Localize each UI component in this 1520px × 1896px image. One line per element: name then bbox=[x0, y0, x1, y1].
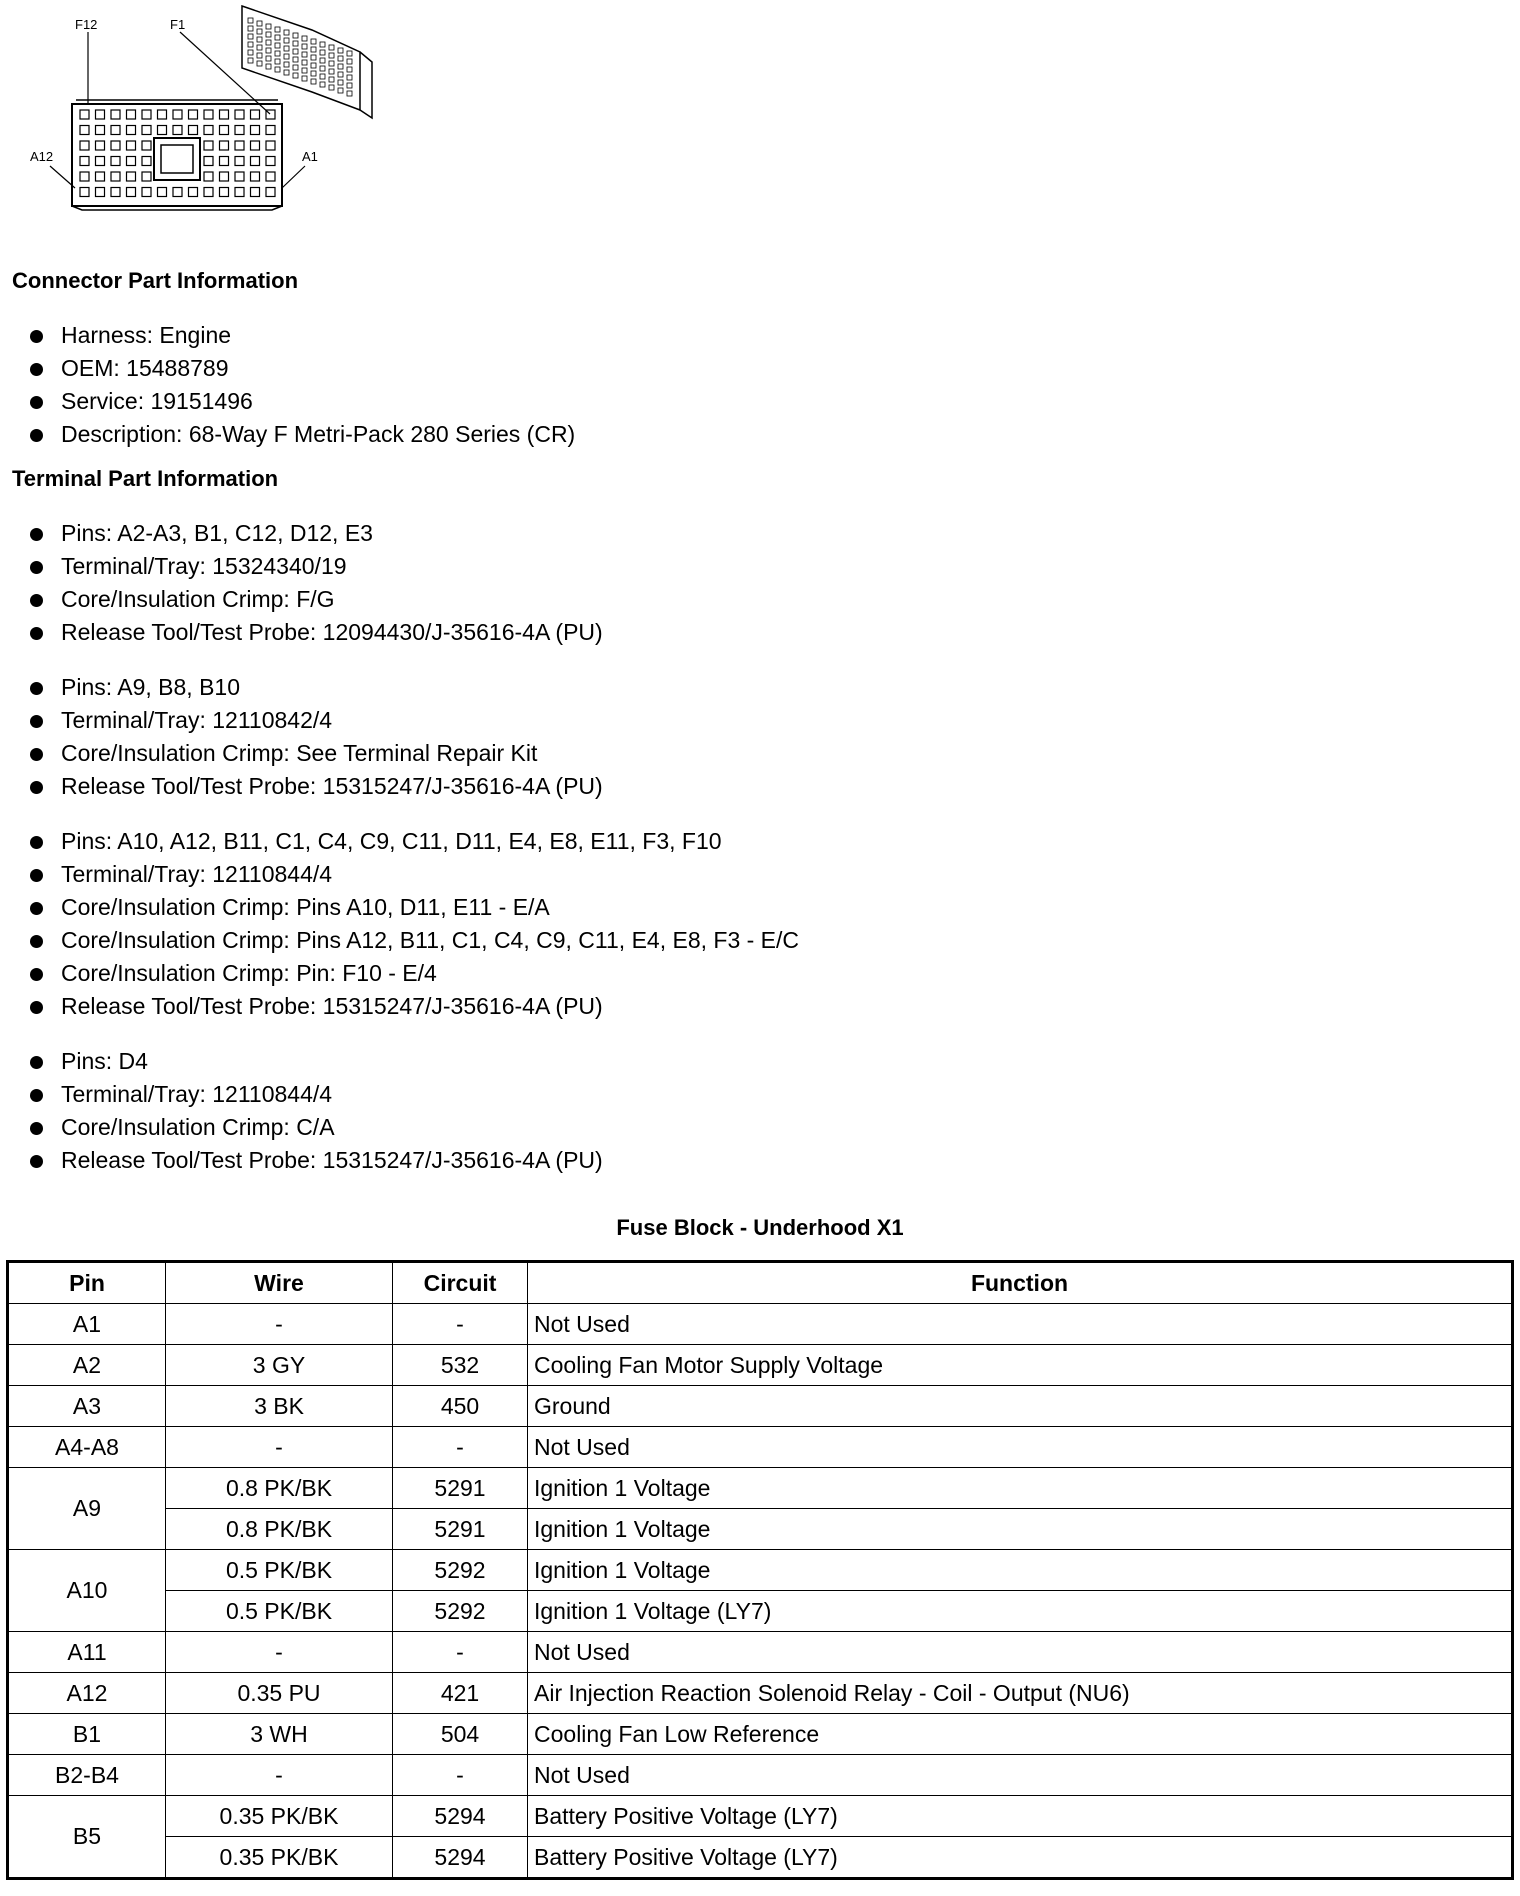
table-row bbox=[8, 1673, 1513, 1714]
connector-cavity bbox=[302, 52, 307, 57]
cell-pin: A3 bbox=[8, 1386, 166, 1427]
connector-cavity bbox=[266, 188, 275, 197]
connector-cavity bbox=[142, 110, 151, 119]
cell-circuit: 5294 bbox=[393, 1837, 528, 1879]
connector-cavity bbox=[257, 61, 262, 66]
table-row bbox=[8, 1468, 1513, 1509]
connector-cavity bbox=[204, 110, 213, 119]
connector-cavity bbox=[257, 37, 262, 42]
connector-cavity bbox=[284, 46, 289, 51]
connector-cavity bbox=[275, 59, 280, 64]
cell-function: Battery Positive Voltage (LY7) bbox=[528, 1837, 1513, 1879]
connector-cavity bbox=[311, 55, 316, 60]
connector-cavity bbox=[80, 126, 89, 135]
list-item: Core/Insulation Crimp: Pin: F10 - E/4 bbox=[28, 957, 799, 990]
header-function: Function bbox=[528, 1262, 1513, 1304]
connector-cavity bbox=[329, 61, 334, 66]
connector-cavity bbox=[293, 65, 298, 70]
cell-wire: 0.8 PK/BK bbox=[166, 1468, 393, 1509]
connector-cavity bbox=[111, 126, 120, 135]
terminal-group-3 bbox=[28, 825, 799, 1023]
connector-cavity bbox=[96, 188, 105, 197]
connector-cavity bbox=[142, 157, 151, 166]
cell-wire: 3 BK bbox=[166, 1386, 393, 1427]
cell-wire: 3 WH bbox=[166, 1714, 393, 1755]
connector-cavity bbox=[251, 110, 260, 119]
cell-pin: A4-A8 bbox=[8, 1427, 166, 1468]
connector-cavity bbox=[111, 157, 120, 166]
cell-circuit: - bbox=[393, 1755, 528, 1796]
connector-cavity bbox=[311, 47, 316, 52]
header-pin: Pin bbox=[8, 1262, 166, 1304]
list-item: Terminal/Tray: 12110842/4 bbox=[28, 704, 603, 737]
cell-wire: 0.35 PU bbox=[166, 1673, 393, 1714]
connector-cavity bbox=[80, 141, 89, 150]
connector-cavity bbox=[266, 32, 271, 37]
cell-function: Cooling Fan Low Reference bbox=[528, 1714, 1513, 1755]
cell-wire: 0.35 PK/BK bbox=[166, 1796, 393, 1837]
cell-function: Battery Positive Voltage (LY7) bbox=[528, 1796, 1513, 1837]
list-item: Pins: A2-A3, B1, C12, D12, E3 bbox=[28, 517, 603, 550]
connector-cavity bbox=[257, 53, 262, 58]
table-title: Fuse Block - Underhood X1 bbox=[616, 1215, 904, 1240]
cell-function: Not Used bbox=[528, 1632, 1513, 1673]
list-item: Release Tool/Test Probe: 12094430/J-35616-4A (PU) bbox=[28, 616, 603, 649]
connector-cavity bbox=[275, 51, 280, 56]
list-item: Harness: Engine bbox=[28, 319, 575, 352]
table-row bbox=[8, 1550, 1513, 1591]
cell-wire: - bbox=[166, 1755, 393, 1796]
connector-cavity bbox=[293, 41, 298, 46]
cell-circuit: - bbox=[393, 1304, 528, 1345]
connector-cavity bbox=[158, 188, 167, 197]
list-item: Core/Insulation Crimp: F/G bbox=[28, 583, 603, 616]
cell-pin: B2-B4 bbox=[8, 1755, 166, 1796]
connector-cavity bbox=[127, 110, 136, 119]
connector-cavity bbox=[127, 141, 136, 150]
cell-pin: A9 bbox=[8, 1468, 166, 1550]
connector-cavity bbox=[275, 35, 280, 40]
connector-cavity bbox=[204, 141, 213, 150]
connector-cavity bbox=[338, 88, 343, 93]
connector-cavity bbox=[302, 68, 307, 73]
connector-cavity bbox=[320, 50, 325, 55]
list-item: Service: 19151496 bbox=[28, 385, 575, 418]
connector-cavity bbox=[266, 141, 275, 150]
cell-pin: A11 bbox=[8, 1632, 166, 1673]
connector-cavity bbox=[189, 188, 198, 197]
list-item: Terminal/Tray: 15324340/19 bbox=[28, 550, 603, 583]
connector-cavity bbox=[266, 40, 271, 45]
list-item: Pins: A9, B8, B10 bbox=[28, 671, 603, 704]
list-item: Description: 68-Way F Metri-Pack 280 Series (CR) bbox=[28, 418, 575, 451]
connector-cavity bbox=[257, 45, 262, 50]
connector-cavity bbox=[275, 67, 280, 72]
connector-cavity bbox=[248, 26, 253, 31]
connector-cavity bbox=[284, 30, 289, 35]
connector-cavity bbox=[302, 76, 307, 81]
connector-cavity bbox=[320, 82, 325, 87]
connector-cavity bbox=[266, 126, 275, 135]
connector-cavity bbox=[235, 126, 244, 135]
connector-cavity bbox=[111, 188, 120, 197]
connector-cavity bbox=[347, 51, 352, 56]
connector-cavity bbox=[293, 33, 298, 38]
connector-cavity bbox=[96, 141, 105, 150]
connector-cavity bbox=[235, 172, 244, 181]
connector-cavity bbox=[266, 56, 271, 61]
connector-cavity bbox=[347, 67, 352, 72]
cell-pin: A1 bbox=[8, 1304, 166, 1345]
list-item: Terminal/Tray: 12110844/4 bbox=[28, 858, 799, 891]
connector-cavity bbox=[80, 172, 89, 181]
connector-cavity bbox=[320, 58, 325, 63]
connector-cavity bbox=[173, 188, 182, 197]
terminal-info-title: Terminal Part Information bbox=[12, 466, 279, 491]
cell-function: Cooling Fan Motor Supply Voltage bbox=[528, 1345, 1513, 1386]
list-item: OEM: 15488789 bbox=[28, 352, 575, 385]
connector-cavity bbox=[127, 188, 136, 197]
connector-cavity bbox=[320, 42, 325, 47]
connector-cavity bbox=[347, 75, 352, 80]
connector-cavity bbox=[189, 126, 198, 135]
connector-cavity bbox=[235, 188, 244, 197]
connector-cavity bbox=[347, 91, 352, 96]
cell-circuit: 504 bbox=[393, 1714, 528, 1755]
connector-cavity bbox=[266, 24, 271, 29]
cell-circuit: 421 bbox=[393, 1673, 528, 1714]
cell-pin: A12 bbox=[8, 1673, 166, 1714]
connector-cavity bbox=[338, 72, 343, 77]
connector-cavity bbox=[251, 141, 260, 150]
cell-function: Ground bbox=[528, 1386, 1513, 1427]
list-item: Release Tool/Test Probe: 15315247/J-35616-4A (PU) bbox=[28, 770, 603, 803]
connector-cavity bbox=[248, 18, 253, 23]
connector-diagram bbox=[20, 0, 380, 230]
connector-cavity bbox=[251, 188, 260, 197]
cell-pin: B5 bbox=[8, 1796, 166, 1879]
cell-circuit: 5291 bbox=[393, 1509, 528, 1550]
connector-cavity bbox=[111, 110, 120, 119]
list-item: Core/Insulation Crimp: Pins A12, B11, C1, C4, C9, C11, E4, E8, F3 - E/C bbox=[28, 924, 799, 957]
cell-pin: A2 bbox=[8, 1345, 166, 1386]
connector-info-list bbox=[28, 319, 575, 451]
connector-info-title: Connector Part Information bbox=[12, 268, 299, 293]
connector-cavity bbox=[311, 79, 316, 84]
list-item: Release Tool/Test Probe: 15315247/J-35616-4A (PU) bbox=[28, 990, 799, 1023]
cell-wire: - bbox=[166, 1304, 393, 1345]
connector-cavity bbox=[329, 45, 334, 50]
label-f1: F1 bbox=[170, 17, 186, 32]
table-row bbox=[8, 1837, 1513, 1879]
table-row bbox=[8, 1386, 1513, 1427]
list-item: Core/Insulation Crimp: C/A bbox=[28, 1111, 603, 1144]
connector-cavity bbox=[127, 126, 136, 135]
connector-cavity bbox=[275, 27, 280, 32]
cell-wire: 0.8 PK/BK bbox=[166, 1509, 393, 1550]
connector-cavity bbox=[251, 172, 260, 181]
connector-cavity bbox=[248, 42, 253, 47]
connector-cavity bbox=[284, 62, 289, 67]
connector-cavity bbox=[96, 157, 105, 166]
connector-cavity bbox=[284, 54, 289, 59]
connector-cavity bbox=[293, 57, 298, 62]
connector-cavity bbox=[257, 29, 262, 34]
table-row bbox=[8, 1796, 1513, 1837]
connector-cavity bbox=[329, 69, 334, 74]
connector-cavity bbox=[127, 157, 136, 166]
connector-cavity bbox=[257, 21, 262, 26]
connector-cavity bbox=[204, 172, 213, 181]
connector-cavity bbox=[266, 64, 271, 69]
connector-cavity bbox=[235, 110, 244, 119]
connector-cavity bbox=[338, 48, 343, 53]
connector-cavity bbox=[320, 66, 325, 71]
connector-cavity bbox=[204, 126, 213, 135]
connector-cavity bbox=[338, 80, 343, 85]
cell-function: Not Used bbox=[528, 1755, 1513, 1796]
connector-cavity bbox=[329, 85, 334, 90]
cell-wire: 0.35 PK/BK bbox=[166, 1837, 393, 1879]
list-item: Pins: A10, A12, B11, C1, C4, C9, C11, D11, E4, E8, E11, F3, F10 bbox=[28, 825, 799, 858]
connector-cavity bbox=[80, 157, 89, 166]
table-row bbox=[8, 1632, 1513, 1673]
connector-cavity bbox=[96, 172, 105, 181]
cell-circuit: - bbox=[393, 1632, 528, 1673]
cell-circuit: 5291 bbox=[393, 1468, 528, 1509]
connector-cavity bbox=[266, 157, 275, 166]
connector-cavity bbox=[293, 49, 298, 54]
connector-cavity bbox=[204, 157, 213, 166]
connector-cavity bbox=[284, 38, 289, 43]
list-item: Core/Insulation Crimp: See Terminal Repair Kit bbox=[28, 737, 603, 770]
connector-cavity bbox=[311, 63, 316, 68]
connector-cavity bbox=[142, 188, 151, 197]
table-row bbox=[8, 1714, 1513, 1755]
connector-cavity bbox=[173, 126, 182, 135]
cell-wire: 3 GY bbox=[166, 1345, 393, 1386]
connector-cavity bbox=[142, 126, 151, 135]
connector-cavity bbox=[96, 126, 105, 135]
cell-function: Ignition 1 Voltage bbox=[528, 1509, 1513, 1550]
connector-cavity bbox=[302, 60, 307, 65]
cell-function: Not Used bbox=[528, 1304, 1513, 1345]
connector-cavity bbox=[127, 172, 136, 181]
connector-cavity bbox=[220, 157, 229, 166]
cell-circuit: 450 bbox=[393, 1386, 528, 1427]
cell-function: Ignition 1 Voltage bbox=[528, 1550, 1513, 1591]
connector-cavity bbox=[329, 77, 334, 82]
connector-cavity bbox=[220, 126, 229, 135]
list-item: Core/Insulation Crimp: Pins A10, D11, E11 - E/A bbox=[28, 891, 799, 924]
cell-pin: A10 bbox=[8, 1550, 166, 1632]
cell-circuit: 5292 bbox=[393, 1591, 528, 1632]
cell-wire: 0.5 PK/BK bbox=[166, 1550, 393, 1591]
terminal-group-1 bbox=[28, 517, 603, 649]
connector-cavity bbox=[311, 71, 316, 76]
cell-circuit: 5294 bbox=[393, 1796, 528, 1837]
connector-cavity bbox=[220, 188, 229, 197]
connector-cavity bbox=[251, 126, 260, 135]
label-f12: F12 bbox=[75, 17, 98, 32]
connector-cavity bbox=[220, 110, 229, 119]
label-a12: A12 bbox=[30, 149, 54, 164]
connector-cavity bbox=[248, 58, 253, 63]
list-item: Pins: D4 bbox=[28, 1045, 603, 1078]
connector-cavity bbox=[302, 44, 307, 49]
terminal-group-4 bbox=[28, 1045, 603, 1177]
table-row bbox=[8, 1509, 1513, 1550]
connector-cavity bbox=[338, 56, 343, 61]
cell-circuit: 5292 bbox=[393, 1550, 528, 1591]
cell-pin: B1 bbox=[8, 1714, 166, 1755]
connector-cavity bbox=[189, 110, 198, 119]
connector-cavity bbox=[293, 73, 298, 78]
list-item: Terminal/Tray: 12110844/4 bbox=[28, 1078, 603, 1111]
cell-wire: 0.5 PK/BK bbox=[166, 1591, 393, 1632]
connector-cavity bbox=[80, 188, 89, 197]
cell-function: Not Used bbox=[528, 1427, 1513, 1468]
connector-cavity bbox=[235, 141, 244, 150]
connector-cavity bbox=[158, 126, 167, 135]
connector-cavity bbox=[220, 141, 229, 150]
connector-cavity bbox=[266, 48, 271, 53]
cell-wire: - bbox=[166, 1632, 393, 1673]
connector-cavity bbox=[251, 157, 260, 166]
connector-cavity bbox=[266, 172, 275, 181]
connector-cavity bbox=[142, 141, 151, 150]
connector-cavity bbox=[338, 64, 343, 69]
cell-circuit: - bbox=[393, 1427, 528, 1468]
cell-function: Ignition 1 Voltage (LY7) bbox=[528, 1591, 1513, 1632]
connector-cavity bbox=[111, 172, 120, 181]
connector-cavity bbox=[302, 36, 307, 41]
pinout-table bbox=[6, 1260, 1514, 1880]
header-circuit: Circuit bbox=[393, 1262, 528, 1304]
table-header-row bbox=[8, 1262, 1513, 1304]
cell-wire: - bbox=[166, 1427, 393, 1468]
connector-cavity bbox=[347, 59, 352, 64]
header-wire: Wire bbox=[166, 1262, 393, 1304]
connector-cavity bbox=[142, 172, 151, 181]
connector-cavity bbox=[248, 34, 253, 39]
connector-cavity bbox=[111, 141, 120, 150]
cell-function: Air Injection Reaction Solenoid Relay - Coil - Output (NU6) bbox=[528, 1673, 1513, 1714]
connector-cavity bbox=[96, 110, 105, 119]
connector-cavity bbox=[347, 83, 352, 88]
connector-cavity bbox=[220, 172, 229, 181]
connector-cavity bbox=[320, 74, 325, 79]
connector-cavity bbox=[284, 70, 289, 75]
cell-function: Ignition 1 Voltage bbox=[528, 1468, 1513, 1509]
terminal-group-2 bbox=[28, 671, 603, 803]
connector-cavity bbox=[248, 50, 253, 55]
cell-circuit: 532 bbox=[393, 1345, 528, 1386]
connector-cavity bbox=[275, 43, 280, 48]
label-a1: A1 bbox=[302, 149, 318, 164]
connector-cavity bbox=[311, 39, 316, 44]
table-row bbox=[8, 1304, 1513, 1345]
list-item: Release Tool/Test Probe: 15315247/J-35616-4A (PU) bbox=[28, 1144, 603, 1177]
connector-cavity bbox=[204, 188, 213, 197]
table-row bbox=[8, 1427, 1513, 1468]
connector-cavity bbox=[158, 110, 167, 119]
table-row bbox=[8, 1345, 1513, 1386]
table-row bbox=[8, 1591, 1513, 1632]
table-row bbox=[8, 1755, 1513, 1796]
connector-cavity bbox=[235, 157, 244, 166]
connector-cavity bbox=[80, 110, 89, 119]
connector-cavity bbox=[329, 53, 334, 58]
connector-cavity bbox=[173, 110, 182, 119]
